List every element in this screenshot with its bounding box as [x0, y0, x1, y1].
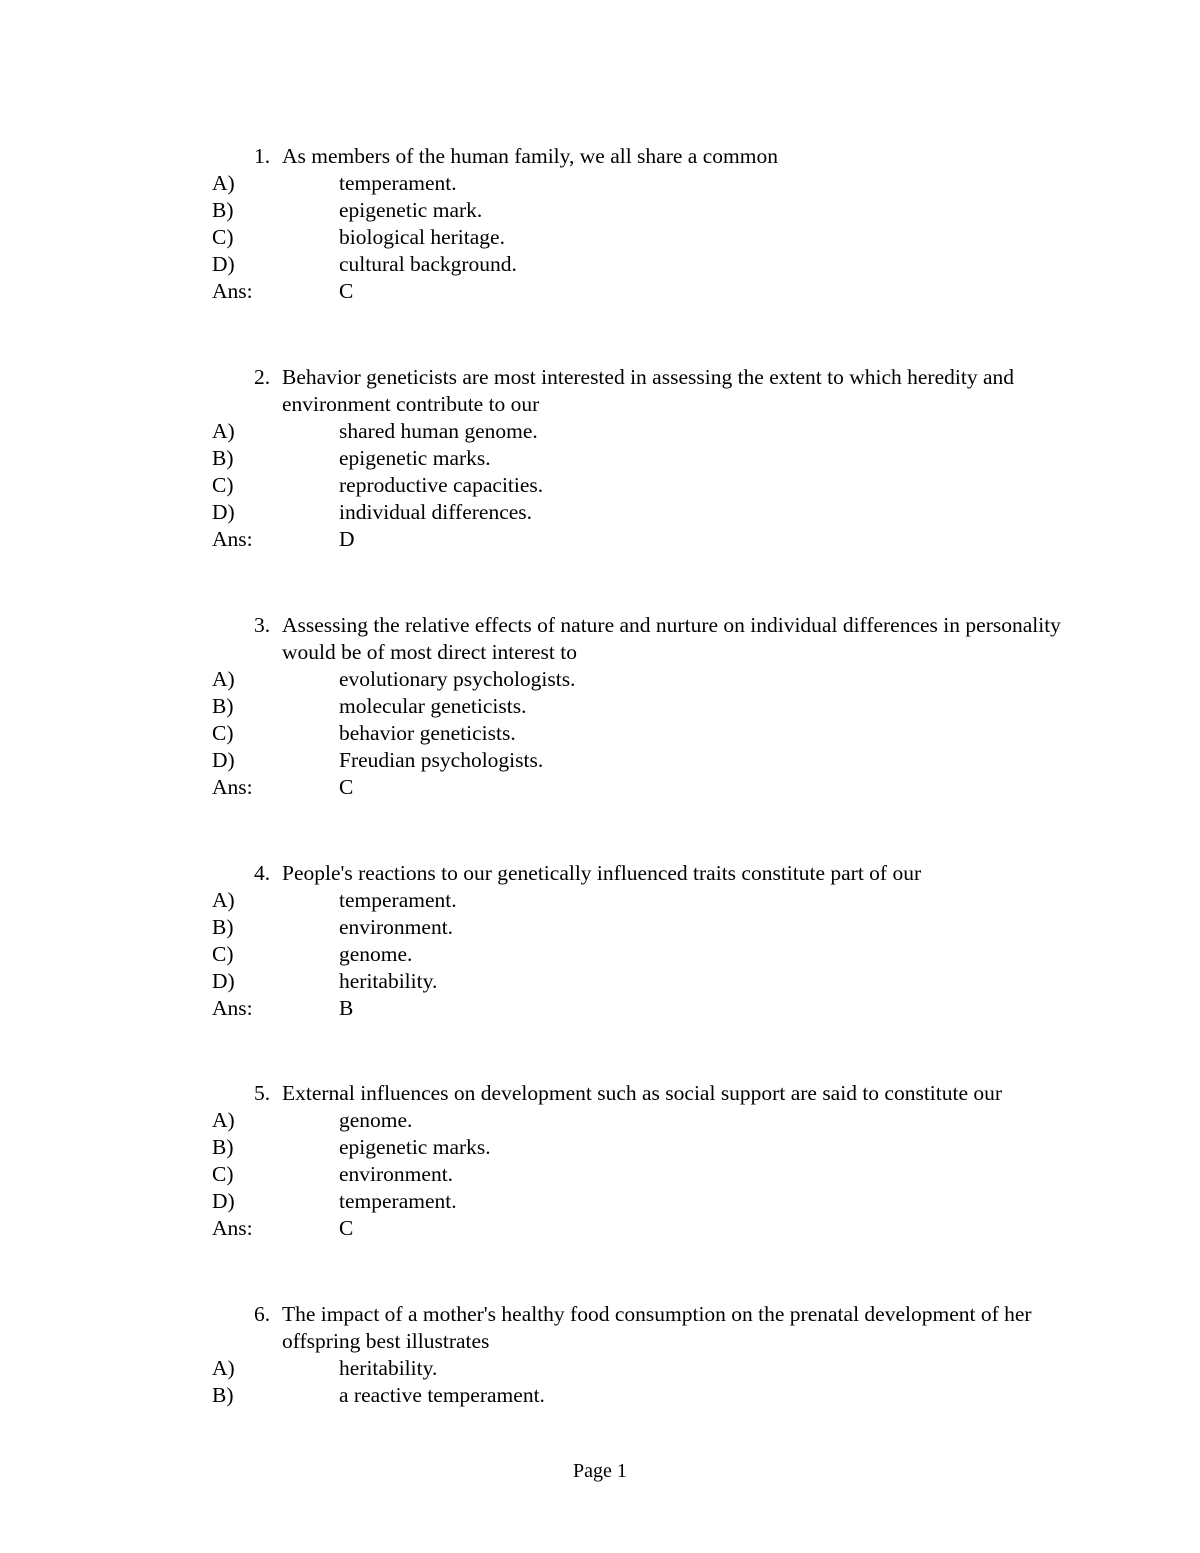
- option-label: D): [212, 969, 235, 993]
- option-d: [212, 499, 1112, 526]
- option-a: [212, 1107, 1112, 1134]
- question-text: People's reactions to our genetically influenced traits constitute part of our: [282, 861, 922, 885]
- question-stem: [212, 1301, 1112, 1355]
- answer-label: Ans:: [212, 527, 253, 551]
- option-b: [212, 693, 1112, 720]
- answer-row: [212, 995, 1112, 1022]
- option-label: B): [212, 1135, 234, 1159]
- question-stem: [212, 364, 1112, 418]
- question-6: [212, 1301, 1112, 1409]
- option-text: biological heritage.: [339, 225, 505, 249]
- option-a: [212, 666, 1112, 693]
- question-stem: [212, 1080, 1112, 1107]
- option-text: reproductive capacities.: [339, 473, 544, 497]
- question-number: 5.: [254, 1081, 271, 1105]
- option-label: D): [212, 1189, 235, 1213]
- option-c: [212, 472, 1112, 499]
- option-text: genome.: [339, 942, 413, 966]
- option-c: [212, 720, 1112, 747]
- question-text: As members of the human family, we all share a common: [282, 144, 778, 168]
- answer-row: [212, 526, 1112, 553]
- question-5: [212, 1080, 1112, 1242]
- question-text: External influences on development such as social support are said to constitute our: [282, 1081, 1003, 1105]
- answer-row: [212, 774, 1112, 801]
- option-text: evolutionary psychologists.: [339, 667, 576, 691]
- option-label: A): [212, 419, 235, 443]
- option-c: [212, 941, 1112, 968]
- option-label: C): [212, 225, 234, 249]
- question-1: [212, 143, 1112, 305]
- option-label: A): [212, 667, 235, 691]
- option-text: epigenetic marks.: [339, 446, 491, 470]
- option-text: molecular geneticists.: [339, 694, 527, 718]
- question-number: 4.: [254, 861, 271, 885]
- option-d: [212, 968, 1112, 995]
- answer-label: Ans:: [212, 775, 253, 799]
- option-label: A): [212, 1356, 235, 1380]
- question-stem: [212, 612, 1112, 666]
- option-a: [212, 418, 1112, 445]
- question-stem: [212, 143, 1112, 170]
- option-b: [212, 1382, 1112, 1409]
- question-text: Behavior geneticists are most interested in assessing the extent to which heredity and environment contribute to our: [282, 365, 1014, 416]
- option-label: A): [212, 888, 235, 912]
- option-d: [212, 1188, 1112, 1215]
- answer-row: [212, 1215, 1112, 1242]
- question-number: 3.: [254, 613, 271, 637]
- page-number: Page 1: [573, 1460, 627, 1482]
- answer-label: Ans:: [212, 1216, 253, 1240]
- option-b: [212, 1134, 1112, 1161]
- option-text: temperament.: [339, 888, 457, 912]
- option-label: D): [212, 748, 235, 772]
- option-a: [212, 1355, 1112, 1382]
- option-label: D): [212, 252, 235, 276]
- answer-value: C: [339, 1216, 354, 1240]
- option-label: C): [212, 1162, 234, 1186]
- option-text: Freudian psychologists.: [339, 748, 544, 772]
- option-label: A): [212, 1108, 235, 1132]
- option-b: [212, 445, 1112, 472]
- option-text: behavior geneticists.: [339, 721, 516, 745]
- option-text: heritability.: [339, 1356, 438, 1380]
- answer-label: Ans:: [212, 279, 253, 303]
- option-c: [212, 224, 1112, 251]
- option-label: B): [212, 1383, 234, 1407]
- option-text: a reactive temperament.: [339, 1383, 545, 1407]
- option-b: [212, 197, 1112, 224]
- option-a: [212, 887, 1112, 914]
- option-label: D): [212, 500, 235, 524]
- option-c: [212, 1161, 1112, 1188]
- option-label: B): [212, 446, 234, 470]
- answer-row: [212, 278, 1112, 305]
- option-d: [212, 251, 1112, 278]
- question-text: Assessing the relative effects of nature and nurture on individual differences in personality would be of most direct interest to: [282, 613, 1061, 664]
- option-text: environment.: [339, 915, 454, 939]
- option-label: C): [212, 942, 234, 966]
- option-text: cultural background.: [339, 252, 517, 276]
- answer-value: C: [339, 279, 354, 303]
- option-label: C): [212, 721, 234, 745]
- option-text: temperament.: [339, 171, 457, 195]
- option-text: individual differences.: [339, 500, 533, 524]
- option-label: B): [212, 694, 234, 718]
- option-text: temperament.: [339, 1189, 457, 1213]
- option-text: epigenetic marks.: [339, 1135, 491, 1159]
- answer-value: D: [339, 527, 355, 551]
- answer-value: B: [339, 996, 354, 1020]
- option-text: epigenetic mark.: [339, 198, 483, 222]
- question-2: [212, 364, 1112, 553]
- option-d: [212, 747, 1112, 774]
- option-b: [212, 914, 1112, 941]
- option-text: genome.: [339, 1108, 413, 1132]
- option-a: [212, 170, 1112, 197]
- option-text: heritability.: [339, 969, 438, 993]
- question-text: The impact of a mother's healthy food consumption on the prenatal development of her offspring best illustrates: [282, 1302, 1032, 1353]
- question-number: 2.: [254, 365, 271, 389]
- question-number: 1.: [254, 144, 271, 168]
- question-number: 6.: [254, 1302, 271, 1326]
- option-label: C): [212, 473, 234, 497]
- option-text: environment.: [339, 1162, 454, 1186]
- question-4: [212, 860, 1112, 1022]
- option-label: B): [212, 915, 234, 939]
- answer-label: Ans:: [212, 996, 253, 1020]
- option-label: B): [212, 198, 234, 222]
- question-3: [212, 612, 1112, 801]
- option-label: A): [212, 171, 235, 195]
- answer-value: C: [339, 775, 354, 799]
- option-text: shared human genome.: [339, 419, 538, 443]
- question-stem: [212, 860, 1112, 887]
